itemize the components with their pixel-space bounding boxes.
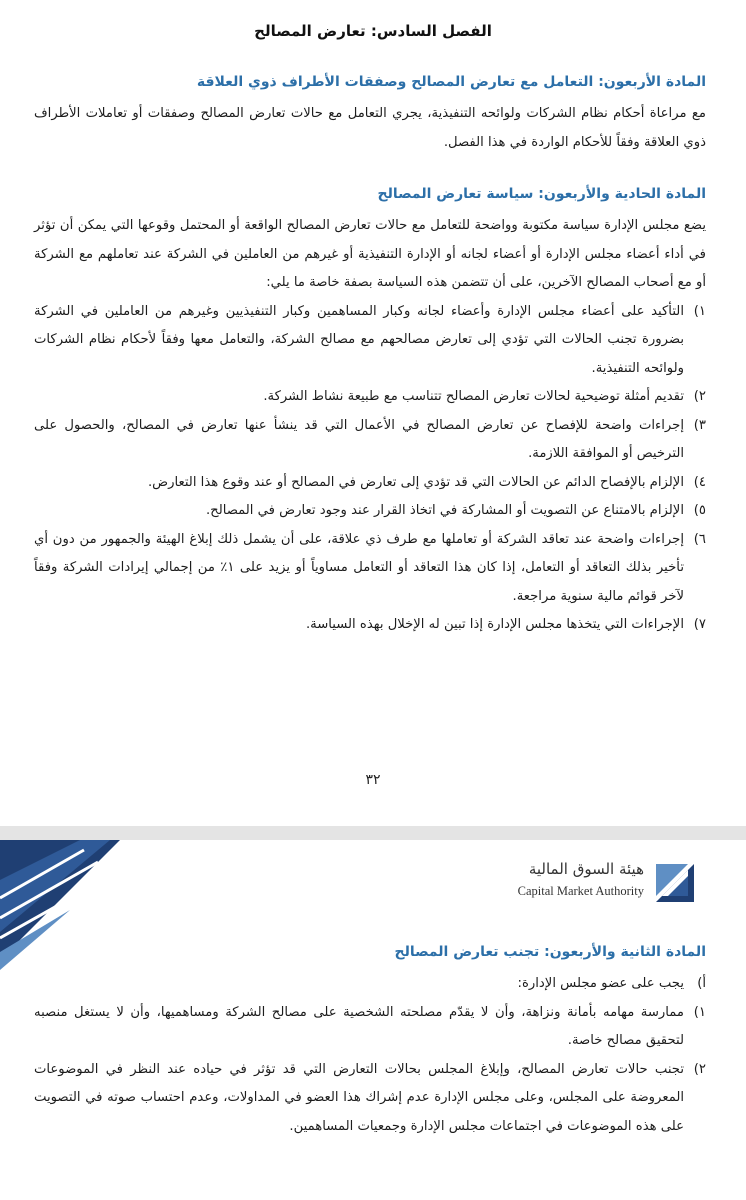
list-item-number: ٢) [693,1061,706,1077]
sub-clause-text: يجب على عضو مجلس الإدارة: [517,976,684,991]
chapter-title: الفصل السادس: تعارض المصالح [254,22,492,40]
article-40 [34,70,706,157]
list-item-text: ممارسة مهامه بأمانة ونزاهة، وأن لا يقدّم مصلحته الشخصية على مصالح الشركة ومساهميها، وأن لا يستغل منصبه لتحقيق مصالح خاصة. [34,1004,684,1048]
list-item-text: الإجراءات التي يتخذها مجلس الإدارة إذا تبين له الإخلال بهذه السياسة. [305,617,684,632]
article-40-heading: المادة الأربعون: التعامل مع تعارض المصالح وصفقات الأطراف ذوي العلاقة [196,74,706,90]
list-item-text: الإلزام بالامتناع عن التصويت أو المشاركة في اتخاذ القرار عند وجود تعارض في المصالح. [205,503,684,518]
logo-arabic-name: هيئة السوق المالية [528,860,644,878]
document-page-2 [0,840,746,1200]
logo-english-name: Capital Market Authority [517,884,644,898]
list-item [34,383,706,412]
article-41-heading: المادة الحادية والأربعون: سياسة تعارض المصالح [377,186,706,202]
list-item-number: ٧) [693,617,706,632]
list-item-number: ١) [693,1004,706,1020]
list-item [34,469,706,498]
list-item [34,298,706,384]
list-item-number: ٢) [693,389,706,404]
sub-clause-number: أ) [697,976,706,991]
list-item [34,1056,706,1142]
list-item [34,412,706,469]
list-item-text: تقديم أمثلة توضيحية لحالات تعارض المصالح تتناسب مع طبيعة نشاط الشركة. [263,389,684,404]
list-item [34,999,706,1056]
list-item-text: إجراءات واضحة عند تعاقد الشركة أو تعاملها مع طرف ذي علاقة، على أن يشمل ذلك إبلاغ الهيئة والجمهور من دون أي تأخير بذلك التعاقد أو التعامل، إذا كان هذا التعاقد أو التعامل مساوياً أو يزيد على ١٪ من إجمالي إيرادات الشركة وفقاً لآخر قوائم مالية سنوية مراجعة. [34,531,684,604]
list-item-number: ١) [693,303,706,319]
cma-logo-icon [654,862,696,904]
article-41 [34,182,706,640]
list-item [34,526,706,612]
list-item [34,497,706,526]
list-item-number: ٤) [693,474,706,490]
article-41-intro: يضع مجلس الإدارة سياسة مكتوبة وواضحة للتعامل مع حالات تعارض المصالح الواقعة أو المحتمل وقوعها التي يمكن أن تؤثر في أداء أعضاء مجلس الإدارة أو أعضاء لجانه أو الإدارة التنفيذية أو غيرهم من العاملين في الشركة عند تعاملهم مع الشركة أو مع أصحاب المصالح الآخرين، على أن تتضمن هذه السياسة بصفة خاصة ما يلي: [34,218,706,290]
list-item-text: إجراءات واضحة للإفصاح عن تعارض المصالح في الأعمال التي قد ينشأ عنها تعارض في المصالح، والحصول على الترخيص أو الموافقة اللازمة. [34,417,684,461]
list-item-text: التأكيد على أعضاء مجلس الإدارة وأعضاء لجانه وكبار المساهمين وكبار التنفيذيين وغيرهم من العاملين في الشركة بضرورة تجنب الحالات التي تؤدي إلى تعارض مصالحهم مع مصالح الشركة، والتعامل معها وفقاً لأحكام نظام الشركات ولوائحه التنفيذية. [34,303,684,376]
list-item-number: ٥) [693,503,706,518]
article-41-list [34,298,706,640]
list-item-number: ٣) [693,417,706,433]
page-number: ٣٢ [365,772,381,788]
sub-clause-a [34,970,706,999]
list-item [34,611,706,640]
list-item-text: الإلزام بالإفصاح الدائم عن الحالات التي قد تؤدي إلى تعارض في المصالح أو عند وقوع هذا التعارض. [147,474,684,490]
page-divider [0,826,746,840]
list-item-number: ٦) [693,531,706,547]
article-40-body: مع مراعاة أحكام نظام الشركات ولوائحه التنفيذية، يجري التعامل مع حالات تعارض المصالح وصفقات أو تعاملات الأطراف ذوي العلاقة وفقاً للأحكام الواردة في هذا الفصل. [34,106,706,150]
article-42 [34,940,706,1141]
list-item-text: تجنب حالات تعارض المصالح، وإبلاغ المجلس بحالات التعارض التي قد تؤثر في حياده عند النظر في الموضوعات المعروضة على المجلس، وعلى مجلس الإدارة عدم إشراك هذا العضو في المداولات، وعدم احتساب صوته في التصويت على هذه الموضوعات في اجتماعات مجلس الإدارة وجمعيات المساهمين. [34,1061,684,1134]
article-42-heading: المادة الثانية والأربعون: تجنب تعارض المصالح [394,944,706,960]
